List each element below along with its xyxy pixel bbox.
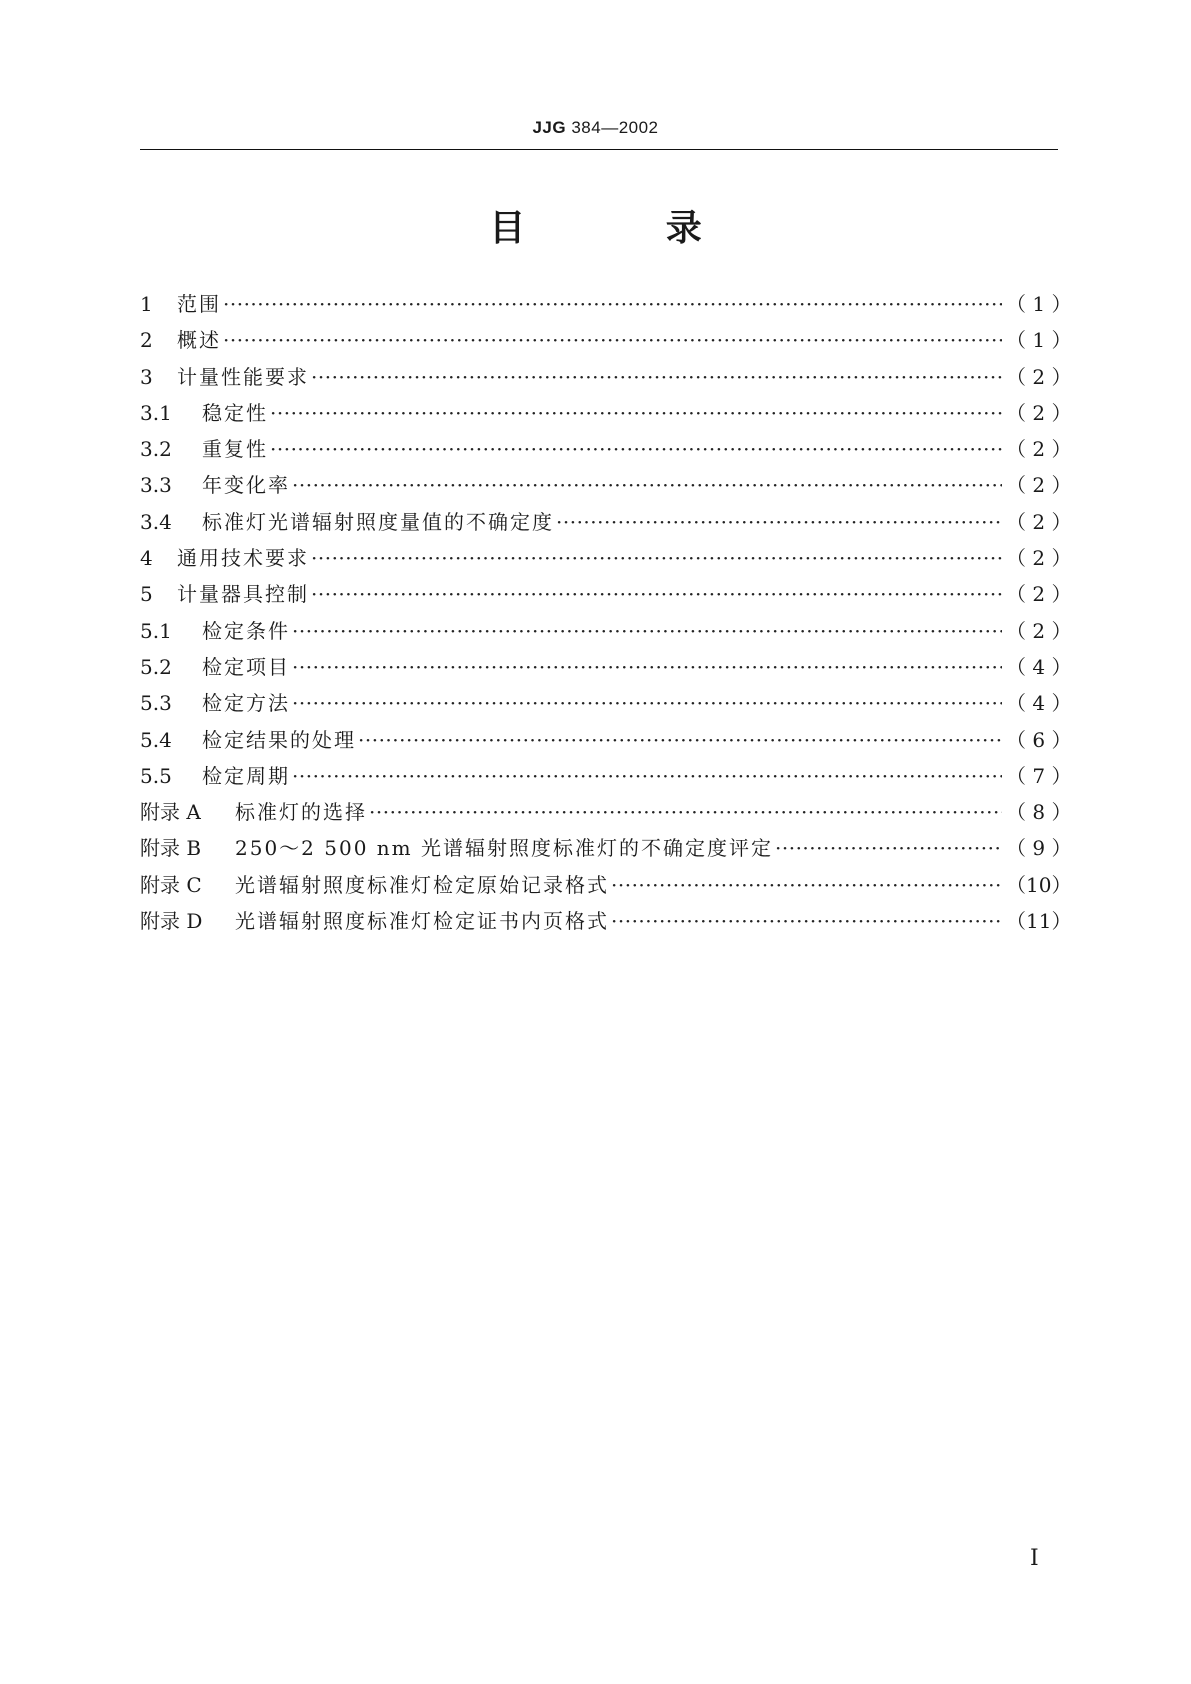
toc-entry-label: 概述 <box>177 328 221 353</box>
toc-entry-label: 检定结果的处理 <box>202 727 356 752</box>
toc-dot-leader <box>292 764 1002 788</box>
toc-dot-leader <box>292 655 1002 679</box>
toc-entry[interactable] <box>140 324 1072 360</box>
toc-entry-number: 附录 C <box>140 872 202 897</box>
toc-entry-number: 5.1 <box>140 618 172 643</box>
toc-dot-leader <box>611 873 1002 897</box>
toc-entry[interactable] <box>140 760 1072 796</box>
toc-dot-leader <box>311 582 1002 606</box>
toc-entry-label: 通用技术要求 <box>177 546 309 571</box>
toc-entry-number: 5.3 <box>140 691 172 716</box>
toc-entry-number: 5.2 <box>140 654 172 679</box>
toc-entry-label: 光谱辐射照度标准灯检定原始记录格式 <box>235 872 609 897</box>
header-divider <box>140 149 1058 150</box>
toc-entry-number: 3.2 <box>140 437 172 462</box>
toc-entry-page: （10） <box>1006 872 1072 897</box>
toc-entry-page: （ 2 ） <box>1006 400 1072 425</box>
toc-dot-leader <box>292 691 1002 715</box>
toc-entry-number: 3 <box>140 364 153 389</box>
toc-entry[interactable] <box>140 615 1072 651</box>
toc-entry-label: 250～2 500 nm 光谱辐射照度标准灯的不确定度评定 <box>235 836 773 861</box>
toc-entry[interactable] <box>140 724 1072 760</box>
toc-entry-label: 重复性 <box>202 437 268 462</box>
toc-entry-number: 5.5 <box>140 763 172 788</box>
toc-entry-number: 附录 B <box>140 836 202 861</box>
toc-entry-label: 标准灯光谱辐射照度量值的不确定度 <box>202 509 554 534</box>
toc-entry-number: 3.1 <box>140 400 172 425</box>
toc-entry-page: （ 2 ） <box>1006 473 1072 498</box>
toc-entry-page: （ 2 ） <box>1006 437 1072 462</box>
toc-dot-leader <box>292 619 1002 643</box>
toc-entry[interactable] <box>140 469 1072 505</box>
toc-dot-leader <box>311 365 1002 389</box>
toc-dot-leader <box>292 473 1002 497</box>
toc-entry-page: （ 1 ） <box>1006 292 1072 316</box>
toc-entry-page: （ 8 ） <box>1006 800 1072 825</box>
toc-entry[interactable] <box>140 905 1072 941</box>
toc-entry-page: （11） <box>1006 909 1072 934</box>
toc-entry[interactable] <box>140 687 1072 723</box>
toc-entry[interactable] <box>140 869 1072 905</box>
page-title: 目 录 <box>489 208 766 249</box>
toc-entry-page: （ 7 ） <box>1006 763 1072 788</box>
toc-entry-label: 年变化率 <box>202 473 290 498</box>
toc-dot-leader <box>223 328 1002 352</box>
toc-entry-page: （ 2 ） <box>1006 582 1072 607</box>
toc-entry-page: （ 2 ） <box>1006 364 1072 389</box>
toc-dot-leader <box>223 292 1002 316</box>
toc-entry[interactable] <box>140 288 1072 324</box>
toc-entry[interactable] <box>140 578 1072 614</box>
toc-entry[interactable] <box>140 397 1072 433</box>
standard-code-prefix: JJG <box>532 118 567 137</box>
toc-entry-label: 检定项目 <box>202 654 290 679</box>
toc-dot-leader <box>270 401 1002 425</box>
toc-dot-leader <box>369 800 1002 824</box>
toc-entry-page: （ 4 ） <box>1006 654 1072 679</box>
toc-entry-label: 光谱辐射照度标准灯检定证书内页格式 <box>235 909 609 934</box>
toc-entry-label: 检定条件 <box>202 618 290 643</box>
toc-entry-number: 4 <box>140 546 153 571</box>
toc-entry-number: 1 <box>140 292 153 316</box>
toc-entry-page: （ 2 ） <box>1006 546 1072 571</box>
toc-entry[interactable] <box>140 361 1072 397</box>
toc-entry-page: （ 4 ） <box>1006 691 1072 716</box>
toc-dot-leader <box>311 546 1002 570</box>
toc-entry-page: （ 2 ） <box>1006 509 1072 534</box>
toc-entry-label: 计量器具控制 <box>177 582 309 607</box>
toc-entry-page: （ 6 ） <box>1006 727 1072 752</box>
table-of-contents <box>140 288 1072 941</box>
toc-entry-number: 5.4 <box>140 727 172 752</box>
toc-entry-label: 检定周期 <box>202 763 290 788</box>
toc-entry[interactable] <box>140 506 1072 542</box>
toc-dot-leader <box>358 728 1002 752</box>
toc-entry-number: 5 <box>140 582 153 607</box>
document-header <box>0 118 1191 138</box>
toc-entry-label: 检定方法 <box>202 691 290 716</box>
toc-entry[interactable] <box>140 433 1072 469</box>
toc-entry-label: 稳定性 <box>202 400 268 425</box>
toc-entry[interactable] <box>140 832 1072 868</box>
toc-entry-page: （ 2 ） <box>1006 618 1072 643</box>
toc-dot-leader <box>270 437 1002 461</box>
toc-entry-number: 附录 D <box>140 909 203 934</box>
toc-entry-number: 3.3 <box>140 473 172 498</box>
toc-entry-number: 2 <box>140 328 153 353</box>
toc-entry-label: 范围 <box>177 292 221 316</box>
toc-dot-leader <box>611 909 1002 933</box>
toc-dot-leader <box>556 510 1002 534</box>
toc-entry-page: （ 1 ） <box>1006 328 1072 353</box>
toc-entry-label: 标准灯的选择 <box>235 800 367 825</box>
toc-dot-leader <box>775 836 1002 860</box>
standard-code-number: 384—2002 <box>566 118 659 137</box>
toc-entry[interactable] <box>140 651 1072 687</box>
toc-entry[interactable] <box>140 542 1072 578</box>
toc-entry-label: 计量性能要求 <box>177 364 309 389</box>
page-number: I <box>1030 1546 1039 1571</box>
toc-entry-number: 3.4 <box>140 509 172 534</box>
toc-entry-number: 附录 A <box>140 800 201 825</box>
toc-entry-page: （ 9 ） <box>1006 836 1072 861</box>
toc-entry[interactable] <box>140 796 1072 832</box>
